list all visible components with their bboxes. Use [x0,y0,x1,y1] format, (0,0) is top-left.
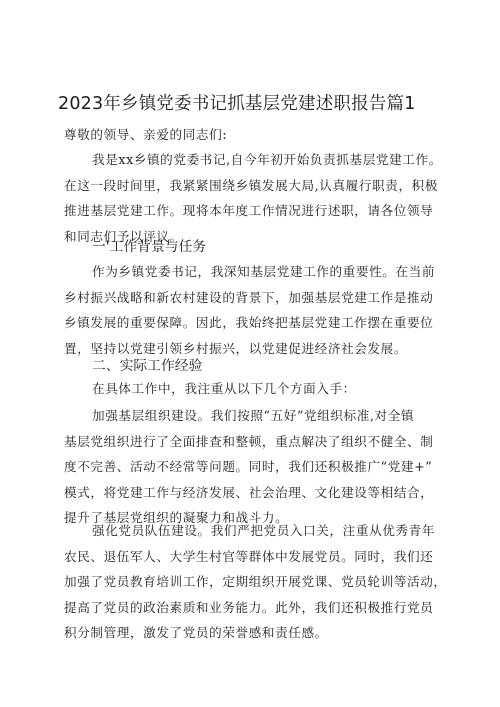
salutation-line: 尊敬的领导、亲爱的同志们: [64,127,228,142]
paragraph-line: 推进基层党建工作。现将本年度工作情况进行述职，请各位领导 [64,203,434,218]
section-heading-1: 一'工作背景与任务 [92,239,207,255]
section1-paragraph [64,259,456,361]
paragraph-line: 加强了党员教育培训工作，定期组织开展党课、党员轮训等活动， [64,574,447,589]
document-title: 2023年乡镇党委书记抓基层党建述职报告篇1 [58,94,416,114]
section2-intro [64,376,456,402]
salutation [64,122,456,148]
paragraph-line: 度不完善、活动不经常等问题。同时，我们还积极推广“党建+” [64,459,433,474]
paragraph-line: 在具体工作中，我注重从以下几个方面入手： [92,381,356,396]
intro-paragraph [64,147,456,249]
paragraph-line: 模式，将党建工作与经济发展、社会治理、文化建设等相结合， [64,484,434,500]
paragraph-line: 积分制管理，激发了党员的荣誉感和责任感。 [64,625,328,640]
section-heading-2: 二、实际工作经验 [92,358,203,374]
paragraph-line: 基层党组织进行了全面排查和整顿，重点解决了组织不健全、制 [64,433,434,449]
paragraph-line: 提升了基层党组织的凝聚力和战斗力。 [64,510,289,525]
paragraph-line: 乡镇发展的重要保障。因此，我始终把基层党建工作摆在重要位 [64,315,434,330]
paragraph-line: 我是xx乡镇的党委书记,自今年初开始负责抓基层党建工作。 [92,152,442,167]
paragraph-line: 加强基层组织建设。我们按照“五好”党组织标准,对全镇 [92,408,415,423]
paragraph-line: 作为乡镇党委书记，我深知基层党建工作的重要性。在当前 [92,264,436,279]
paragraph-line: 置，坚持以党建引领乡村振兴，以党建促进经济社会发展。 [64,340,408,356]
paragraph-line: 和同志们予以评议。 [64,228,183,244]
paragraph-line: 乡村振兴战略和新农村建设的背景下，加强基层党建工作是推动 [64,289,434,305]
section2-paragraph-2 [64,518,456,646]
paragraph-line: 提高了党员的政治素质和业务能力。此外，我们还积极推行党员 [64,599,434,615]
paragraph-line: 强化党员队伍建设。我们严把党员入口关，注重从优秀青年 [92,523,436,538]
paragraph-line: 在这一段时间里，我紧紧围绕乡镇发展大局,认真履行职责，积极 [64,177,439,193]
paragraph-line: 农民、退伍军人、大学生村官等群体中发展党员。同时，我们还 [64,548,434,564]
section2-paragraph-1 [64,403,456,531]
